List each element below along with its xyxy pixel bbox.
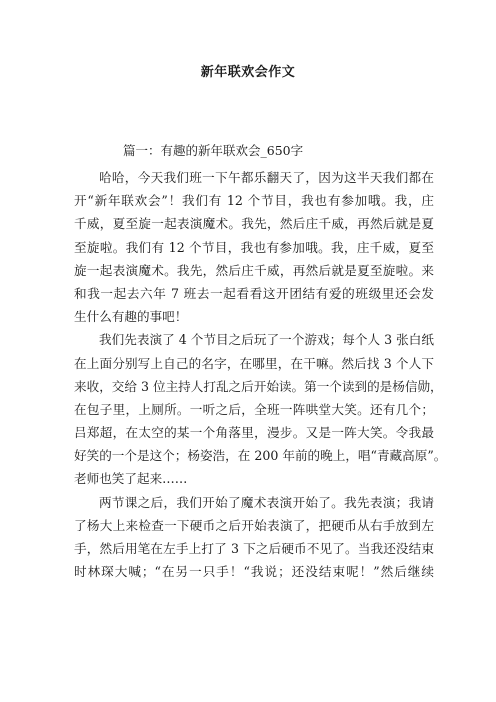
paragraph-1-line-4: 至旋啦。我们有 12 个节目，我也有参加哦。我，庄千威，夏至 — [74, 239, 434, 255]
paragraph-2-line-5: 吕郑超，在太空的某一个角落里，漫步。又是一阵大笑。令我最 — [74, 425, 434, 441]
paragraph-3-line-1: 两节课之后，我们开始了魔术表演开始了。我先表演；我请 — [99, 494, 434, 510]
paragraph-2-line-3: 来收，交给 3 位主持人打乱之后开始读。第一个读到的是杨信勋， — [74, 378, 443, 394]
paragraph-2-line-1: 我们先表演了 4 个节目之后玩了一个游戏；每个人 3 张白纸 — [99, 332, 434, 348]
paragraph-2-line-7: 老师也笑了起来…… — [74, 471, 188, 487]
paragraph-1-line-2: 开“新年联欢会”！我们有 12 个节目，我也有参加哦。我，庄 — [74, 193, 434, 209]
document-title: 新年联欢会作文 — [200, 65, 296, 80]
paragraph-1-line-3: 千威，夏至旋一起表演魔术。我先，然后庄千威，再然后就是夏 — [74, 216, 434, 232]
paragraph-1-line-7: 生什么有趣的事吧！ — [74, 309, 188, 325]
paragraph-3-line-2: 了杨大上来检查一下硬币之后开始表演了，把硬币从右手放到左 — [74, 517, 434, 533]
paragraph-3-line-4: 时林琛大喊；“在另一只手！“我说；还没结束呢！”然后继续 — [74, 564, 434, 580]
section-subtitle: 篇一：有趣的新年联欢会_650字 — [123, 143, 304, 158]
paragraph-2-line-4: 在包子里，上厕所。一听之后，全班一阵哄堂大笑。还有几个； — [74, 401, 434, 417]
paragraph-1-line-5: 旋一起表演魔术。我先，然后庄千威，再然后就是夏至旋啦。来 — [74, 262, 434, 278]
paragraph-3-line-3: 手，然后用笔在左手上打了 3 下之后硬币不见了。当我还没结束 — [74, 541, 434, 556]
paragraph-1-line-6: 和我一起去六年 7 班去一起看看这开团结有爱的班级里还会发 — [74, 285, 434, 301]
paragraph-1-line-1: 哈哈，今天我们班一下午都乐翻天了，因为这半天我们都在 — [99, 170, 434, 185]
article-body — [74, 166, 447, 583]
paragraph-2-line-6: 好笑的一个是这个；杨姿浩，在 200 年前的晚上，唱“青藏高原”。 — [74, 448, 447, 464]
paragraph-2-line-2: 在上面分别写上自己的名字，在哪里，在干嘛。然后找 3 个人下 — [74, 355, 434, 371]
